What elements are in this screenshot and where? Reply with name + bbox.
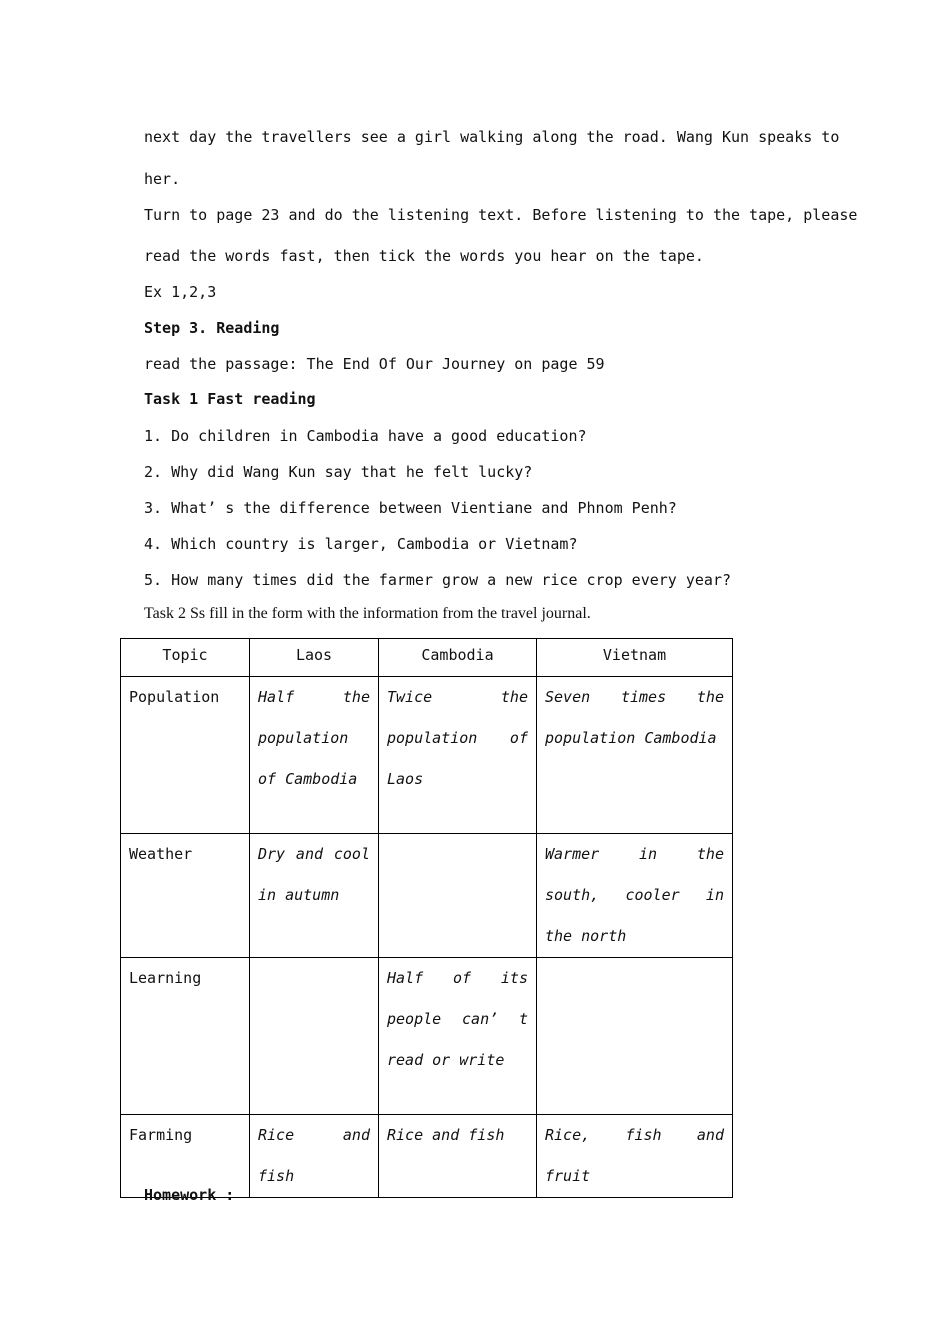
task1-heading: Task 1 Fast reading [144, 390, 316, 408]
step3-heading: Step 3. Reading [144, 319, 280, 337]
question-3: 3. What’ s the difference between Vientiane and Phnom Penh? [144, 499, 677, 517]
laos-cell: Rice and fish [250, 1115, 379, 1198]
laos-cell: Half the population of Cambodia [250, 677, 379, 834]
text-line: next day the travellers see a girl walking along the road. Wang Kun speaks to [144, 128, 840, 146]
homework-heading: Homework : [144, 1186, 235, 1204]
vietnam-cell: Rice, fish and fruit [537, 1115, 733, 1198]
question-1: 1. Do children in Cambodia have a good education? [144, 427, 587, 445]
table-row [121, 834, 733, 958]
vietnam-cell: Seven times the population Cambodia [537, 677, 733, 834]
text-line: Turn to page 23 and do the listening text. Before listening to the tape, please [144, 206, 858, 224]
question-5: 5. How many times did the farmer grow a new rice crop every year? [144, 571, 731, 589]
vietnam-cell: Warmer in the south, cooler in the north [537, 834, 733, 958]
cambodia-cell [379, 834, 537, 958]
task2-heading: Task 2 Ss fill in the form with the information from the travel journal. [144, 605, 591, 622]
text-line: Ex 1,2,3 [144, 283, 217, 301]
topic-cell: Weather [121, 834, 250, 958]
question-4: 4. Which country is larger, Cambodia or Vietnam? [144, 535, 578, 553]
text-line: read the passage: The End Of Our Journey on page 59 [144, 355, 605, 373]
text-line: her. [144, 170, 181, 188]
table-row [121, 958, 733, 1115]
cambodia-cell: Twice the population of Laos [379, 677, 537, 834]
header-vietnam: Vietnam [537, 639, 733, 677]
topic-cell: Population [121, 677, 250, 834]
text-line: read the words fast, then tick the words you hear on the tape. [144, 247, 704, 265]
laos-cell [250, 958, 379, 1115]
vietnam-cell [537, 958, 733, 1115]
topic-cell: Learning [121, 958, 250, 1115]
header-cambodia: Cambodia [379, 639, 537, 677]
table-header-row [121, 639, 733, 677]
header-laos: Laos [250, 639, 379, 677]
cambodia-cell: Half of its people can’ t read or write [379, 958, 537, 1115]
question-2: 2. Why did Wang Kun say that he felt lucky? [144, 463, 533, 481]
info-table [120, 638, 733, 1198]
laos-cell: Dry and cool in autumn [250, 834, 379, 958]
header-topic: Topic [121, 639, 250, 677]
topic-cell: Farming [121, 1115, 250, 1198]
table-row [121, 677, 733, 834]
cambodia-cell: Rice and fish [379, 1115, 537, 1198]
